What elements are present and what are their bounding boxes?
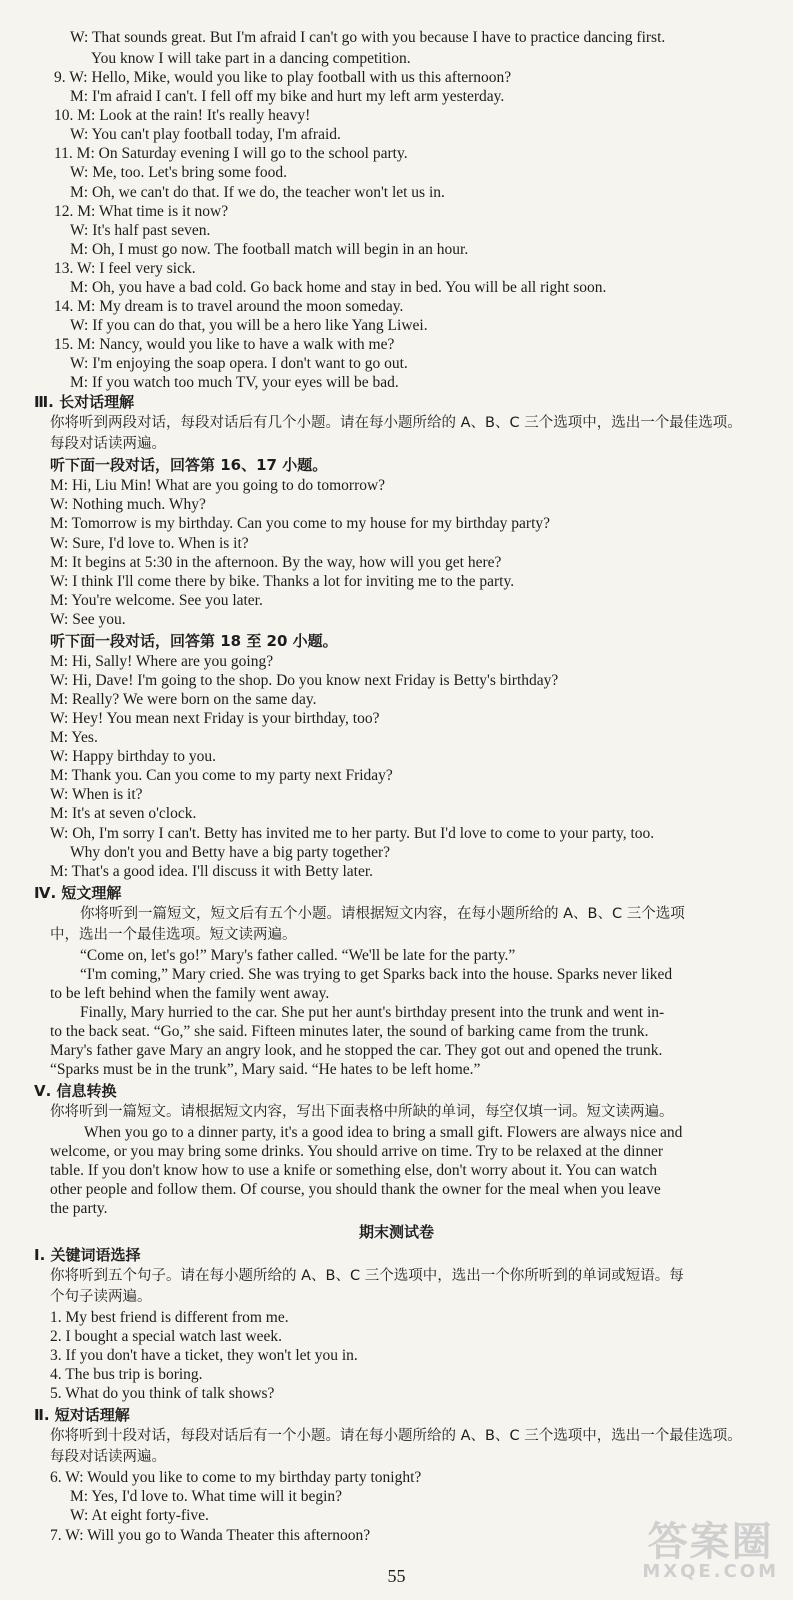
dialogue-line: M: Hi, Liu Min! What are you going to do tomorrow?: [50, 477, 386, 494]
instruction: 你将听到一篇短文，短文后有五个小题。请根据短文内容，在每小题所给的 A、B、C 三个选项: [80, 906, 685, 922]
sentence-item: 5. What do you think of talk shows?: [50, 1385, 275, 1402]
dialogue-item: 15. M: Nancy, would you like to have a walk with me?: [54, 336, 395, 353]
watermark-logo: [642, 1521, 779, 1582]
section-heading: Ⅴ. 信息转换: [34, 1082, 117, 1100]
dialogue-line: W: Hey! You mean next Friday is your birthday, too?: [50, 710, 380, 727]
dialogue-line: M: It begins at 5:30 in the afternoon. By the way, how will you get here?: [50, 554, 502, 571]
dialogue-line: M: It's at seven o'clock.: [50, 805, 197, 822]
dialogue-item: 6. W: Would you like to come to my birthday party tonight?: [50, 1469, 422, 1486]
dialogue-line: W: I think I'll come there by bike. Thanks a lot for inviting me to the party.: [50, 573, 515, 590]
section-heading: Ⅳ. 短文理解: [34, 884, 122, 902]
dialogue-line: M: Oh, we can't do that. If we do, the teacher won't let us in.: [70, 184, 445, 201]
passage-line: “Sparks must be in the trunk”, Mary said. “He hates to be left home.”: [50, 1061, 481, 1078]
test-title: 期末测试卷: [358, 1223, 434, 1241]
dialogue-line: M: Yes, I'd love to. What time will it begin?: [70, 1488, 343, 1505]
dialogue-line: M: Tomorrow is my birthday. Can you come to my house for my birthday party?: [50, 515, 551, 532]
dialogue-line: M: Thank you. Can you come to my party next Friday?: [50, 767, 393, 784]
dialogue-line: W: Happy birthday to you.: [50, 748, 217, 765]
dialogue-item: 12. M: What time is it now?: [54, 203, 229, 220]
dialogue-line: W: Hi, Dave! I'm going to the shop. Do you know next Friday is Betty's birthday?: [50, 672, 559, 689]
dialogue-item: 14. M: My dream is to travel around the moon someday.: [54, 298, 404, 315]
passage-line: “I'm coming,” Mary cried. She was trying to get Sparks back into the house. Sparks never liked: [80, 966, 673, 983]
dialogue-line: M: If you watch too much TV, your eyes will be bad.: [70, 374, 399, 391]
dialogue-line: W: Oh, I'm sorry I can't. Betty has invited me to her party. But I'd love to come to your party, too.: [50, 825, 655, 842]
passage-line: “Come on, let's go!” Mary's father called. “We'll be late for the party.”: [80, 947, 516, 964]
dialogue-line: W: When is it?: [50, 786, 143, 803]
dialogue-line: M: Really? We were born on the same day.: [50, 691, 317, 708]
instruction: 中，选出一个最佳选项。短文读两遍。: [50, 927, 297, 943]
dialogue-line: You know I will take part in a dancing competition.: [91, 50, 411, 67]
passage-line: welcome, or you may bring some drinks. You should arrive on time. Try to be relaxed at the dinner: [50, 1143, 664, 1160]
passage-line: When you go to a dinner party, it's a good idea to bring a small gift. Flowers are always nice and: [84, 1124, 683, 1141]
instruction: 你将听到十段对话，每段对话后有一个小题。请在每小题所给的 A、B、C 三个选项中，选出一个最佳选项。: [50, 1428, 742, 1444]
dialogue-line: M: You're welcome. See you later.: [50, 592, 263, 609]
dialogue-line: Why don't you and Betty have a big party together?: [70, 844, 391, 861]
passage-line: other people and follow them. Of course, you should thank the owner for the meal when you leave: [50, 1181, 661, 1198]
instruction: 你将听到五个句子。请在每小题所给的 A、B、C 三个选项中，选出一个你所听到的单词或短语。每: [50, 1268, 684, 1284]
sentence-item: 1. My best friend is different from me.: [50, 1309, 289, 1326]
watermark-url: MXQE.COM: [642, 1561, 779, 1583]
passage-line: table. If you don't know how to use a knife or something else, don't worry about it. You can watch: [50, 1162, 657, 1179]
dialogue-line: W: I'm enjoying the soap opera. I don't want to go out.: [70, 355, 408, 372]
dialogue-item: 11. M: On Saturday evening I will go to the school party.: [54, 145, 408, 162]
dialogue-line: M: Hi, Sally! Where are you going?: [50, 653, 274, 670]
dialogue-line: W: It's half past seven.: [70, 222, 211, 239]
dialogue-line: M: I'm afraid I can't. I fell off my bike and hurt my left arm yesterday.: [70, 88, 505, 105]
passage-line: the party.: [50, 1200, 108, 1217]
sentence-item: 4. The bus trip is boring.: [50, 1366, 203, 1383]
dialogue-item: 10. M: Look at the rain! It's really heavy!: [54, 107, 311, 124]
sub-heading: 听下面一段对话，回答第 18 至 20 小题。: [50, 632, 338, 650]
dialogue-line: M: Oh, I must go now. The football match will begin in an hour.: [70, 241, 469, 258]
dialogue-item: 9. W: Hello, Mike, would you like to play football with us this afternoon?: [54, 69, 512, 86]
dialogue-line: W: Sure, I'd love to. When is it?: [50, 535, 249, 552]
passage-line: Finally, Mary hurried to the car. She put her aunt's birthday present into the trunk and went in-: [80, 1004, 665, 1021]
section-heading: Ⅱ. 短对话理解: [34, 1406, 130, 1424]
instruction: 你将听到两段对话，每段对话后有几个小题。请在每小题所给的 A、B、C 三个选项中，选出一个最佳选项。: [50, 415, 742, 431]
watermark-text: 答案圈: [647, 1519, 774, 1566]
sub-heading: 听下面一段对话，回答第 16、17 小题。: [50, 456, 328, 474]
dialogue-line: W: Nothing much. Why?: [50, 496, 206, 513]
instruction: 每段对话读两遍。: [50, 436, 166, 452]
dialogue-line: W: See you.: [50, 611, 126, 628]
page-number: 55: [387, 1566, 406, 1586]
dialogue-line: M: Yes.: [50, 729, 98, 746]
dialogue-item: 7. W: Will you go to Wanda Theater this afternoon?: [50, 1527, 371, 1544]
dialogue-line: W: That sounds great. But I'm afraid I can't go with you because I have to practice dancing first.: [70, 29, 666, 46]
section-heading: Ⅲ. 长对话理解: [34, 393, 135, 411]
dialogue-line: W: At eight forty-five.: [70, 1507, 209, 1524]
section-heading: Ⅰ. 关键词语选择: [34, 1246, 141, 1264]
dialogue-line: M: That's a good idea. I'll discuss it with Betty later.: [50, 863, 374, 880]
passage-line: to the back seat. “Go,” she said. Fifteen minutes later, the sound of barking came from the trunk.: [50, 1023, 649, 1040]
instruction: 个句子读两遍。: [50, 1289, 152, 1305]
passage-line: to be left behind when the family went away.: [50, 985, 330, 1002]
dialogue-line: W: You can't play football today, I'm afraid.: [70, 126, 341, 143]
dialogue-line: M: Oh, you have a bad cold. Go back home and stay in bed. You will be all right soon.: [70, 279, 607, 296]
dialogue-line: W: If you can do that, you will be a hero like Yang Liwei.: [70, 317, 428, 334]
instruction: 你将听到一篇短文。请根据短文内容，写出下面表格中所缺的单词，每空仅填一词。短文读两遍。: [50, 1104, 674, 1120]
instruction: 每段对话读两遍。: [50, 1449, 166, 1465]
sentence-item: 2. I bought a special watch last week.: [50, 1328, 282, 1345]
dialogue-item: 13. W: I feel very sick.: [54, 260, 196, 277]
sentence-item: 3. If you don't have a ticket, they won't let you in.: [50, 1347, 358, 1364]
dialogue-line: W: Me, too. Let's bring some food.: [70, 164, 288, 181]
passage-line: Mary's father gave Mary an angry look, and he stopped the car. They got out and opened the trunk.: [50, 1042, 663, 1059]
